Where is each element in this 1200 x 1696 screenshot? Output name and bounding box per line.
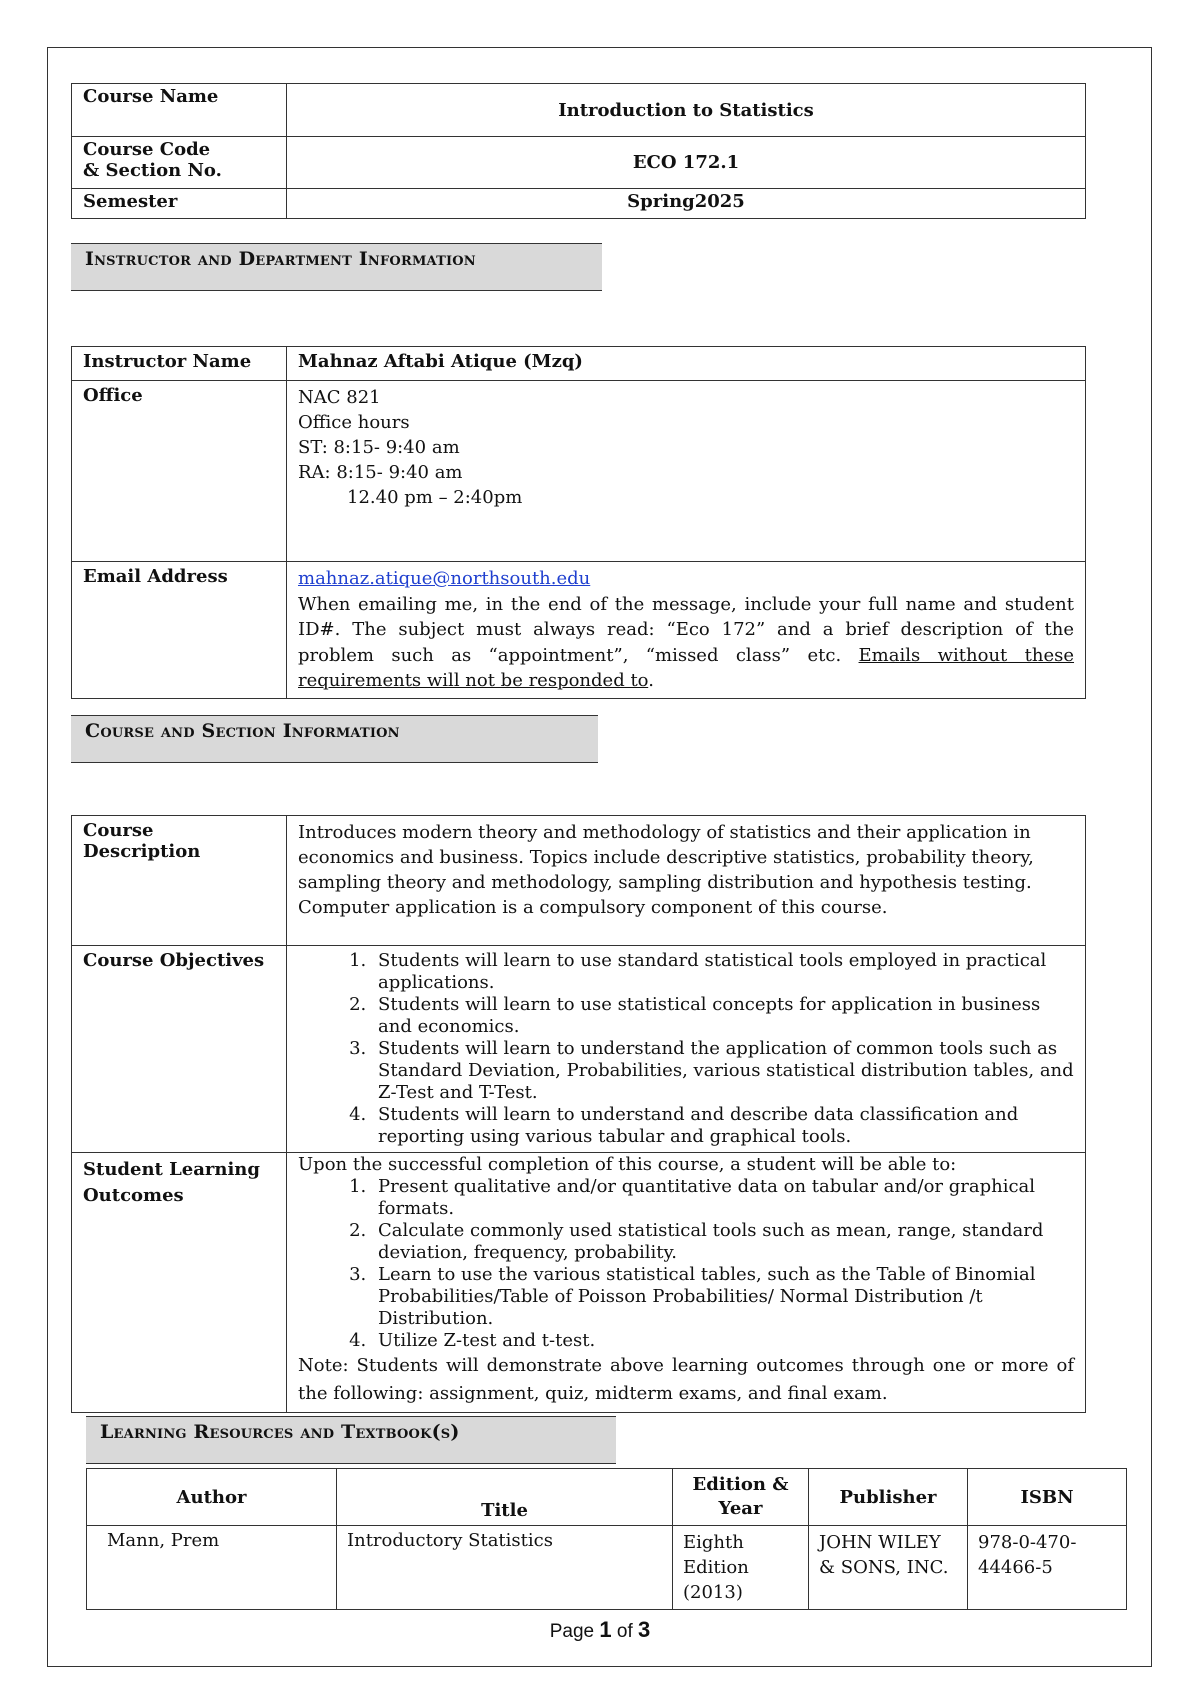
course-objectives-cell xyxy=(287,946,1086,1153)
textbook-publisher: JOHN WILEY & SONS, INC. xyxy=(809,1526,968,1610)
course-header-table xyxy=(71,83,1086,219)
textbook-header-publisher: Publisher xyxy=(809,1469,968,1526)
textbook-header-edition: Edition & Year xyxy=(673,1469,809,1526)
section-header-resources xyxy=(86,1416,616,1464)
office-hours-heading: Office hours xyxy=(298,412,410,433)
email-instructions xyxy=(298,592,1074,694)
learning-outcomes-cell xyxy=(287,1153,1086,1413)
instructor-name-label: Instructor Name xyxy=(72,347,287,381)
email-requirement-warning: Emails without these requirements will not be responded to xyxy=(298,644,1075,691)
office-info xyxy=(287,381,1086,562)
learning-outcomes-list xyxy=(298,1176,1074,1352)
course-name-label: Course Name xyxy=(72,84,287,137)
course-code-value: ECO 172.1 xyxy=(287,137,1086,189)
email-note-text: When emailing me, in the end of the message, include your full name and student ID#. The subject must always read: “Eco 172” and a brief description of the problem such as “appointment”, “missed class” etc. xyxy=(298,593,1074,666)
course-code-label xyxy=(72,137,287,189)
course-code-label-line2: & Section No. xyxy=(83,160,222,181)
footer-current-page: 1 xyxy=(599,1617,612,1642)
objective-item: 2. Students will learn to use statistical concepts for application in business and economics. xyxy=(372,994,1074,1038)
course-code-label-line1: Course Code xyxy=(83,139,211,160)
section-header-course xyxy=(71,715,598,763)
semester-label: Semester xyxy=(72,189,287,219)
outcome-item: 1. Present qualitative and/or quantitative data on tabular and/or graphical formats. xyxy=(372,1176,1074,1220)
outcome-item: 4. Utilize Z-test and t-test. xyxy=(372,1330,1074,1352)
textbook-table xyxy=(86,1468,1127,1610)
course-name-value: Introduction to Statistics xyxy=(287,84,1086,137)
semester-value: Spring2025 xyxy=(287,189,1086,219)
textbook-title: Introductory Statistics xyxy=(337,1526,673,1610)
table-row xyxy=(87,1526,1127,1610)
textbook-edition: Eighth Edition (2013) xyxy=(673,1526,809,1610)
instructor-table xyxy=(71,346,1086,699)
section-title-resources: Learning Resources and Textbook(s) xyxy=(100,1421,460,1443)
textbook-header-isbn: ISBN xyxy=(968,1469,1127,1526)
office-hours-st: ST: 8:15- 9:40 am xyxy=(298,437,460,458)
objective-item: 1. Students will learn to use standard statistical tools employed in practical applications. xyxy=(372,950,1074,994)
textbook-isbn: 978-0-470-44466-5 xyxy=(968,1526,1127,1610)
footer-page-word: Page xyxy=(549,1621,595,1642)
objective-item: 3. Students will learn to understand the application of common tools such as Standard Deviation, Probabilities, various statistical distribution tables, and Z-Test and T-Test. xyxy=(372,1038,1074,1104)
textbook-header-author: Author xyxy=(87,1469,337,1526)
textbook-header-title: Title xyxy=(337,1469,673,1526)
section-title-instructor: Instructor and Department Information xyxy=(85,248,476,270)
office-label: Office xyxy=(72,381,287,562)
outcome-item: 2. Calculate commonly used statistical tools such as mean, range, standard deviation, frequency, probability. xyxy=(372,1220,1074,1264)
course-objectives-label: Course Objectives xyxy=(72,946,287,1153)
outcome-item: 3. Learn to use the various statistical tables, such as the Table of Binomial Probabilities/Table of Poisson Probabilities/ Normal Distribution /t Distribution. xyxy=(372,1264,1074,1330)
office-room: NAC 821 xyxy=(298,387,381,408)
learning-outcomes-label-line2: Outcomes xyxy=(83,1185,184,1206)
textbook-author: Mann, Prem xyxy=(87,1526,337,1610)
course-info-table xyxy=(71,815,1086,1413)
footer-total-pages: 3 xyxy=(638,1617,651,1642)
email-label: Email Address xyxy=(72,562,287,699)
office-hours-ra: RA: 8:15- 9:40 am xyxy=(298,462,463,483)
learning-outcomes-label-line1: Student Learning xyxy=(83,1159,260,1180)
learning-outcomes-note: Note: Students will demonstrate above learning outcomes through one or more of the following: assignment, quiz, midterm exams, and final exam. xyxy=(298,1355,1074,1404)
footer-of-word: of xyxy=(616,1621,633,1642)
page-footer xyxy=(0,1617,1200,1643)
email-info xyxy=(287,562,1086,699)
course-objectives-list xyxy=(298,950,1074,1148)
instructor-name-value: Mahnaz Aftabi Atique (Mzq) xyxy=(287,347,1086,381)
objective-item: 4. Students will learn to understand and describe data classification and reporting using various tabular and graphical tools. xyxy=(372,1104,1074,1148)
section-header-instructor xyxy=(71,243,602,291)
learning-outcomes-label xyxy=(72,1153,287,1413)
course-description-label: Course Description xyxy=(72,816,287,946)
learning-outcomes-intro: Upon the successful completion of this course, a student will be able to: xyxy=(298,1154,957,1175)
office-hours-ra-afternoon: 12.40 pm – 2:40pm xyxy=(347,487,523,508)
email-link[interactable]: mahnaz.atique@northsouth.edu xyxy=(298,568,591,589)
section-title-course: Course and Section Information xyxy=(85,720,400,742)
course-description-text: Introduces modern theory and methodology of statistics and their application in economics and business. Topics include descriptive statistics, probability theory, sampling theory and methodology, sampling distribution and hypothesis testing. Computer application is a compulsory component of this course. xyxy=(287,816,1086,946)
email-note-period: . xyxy=(648,670,654,691)
